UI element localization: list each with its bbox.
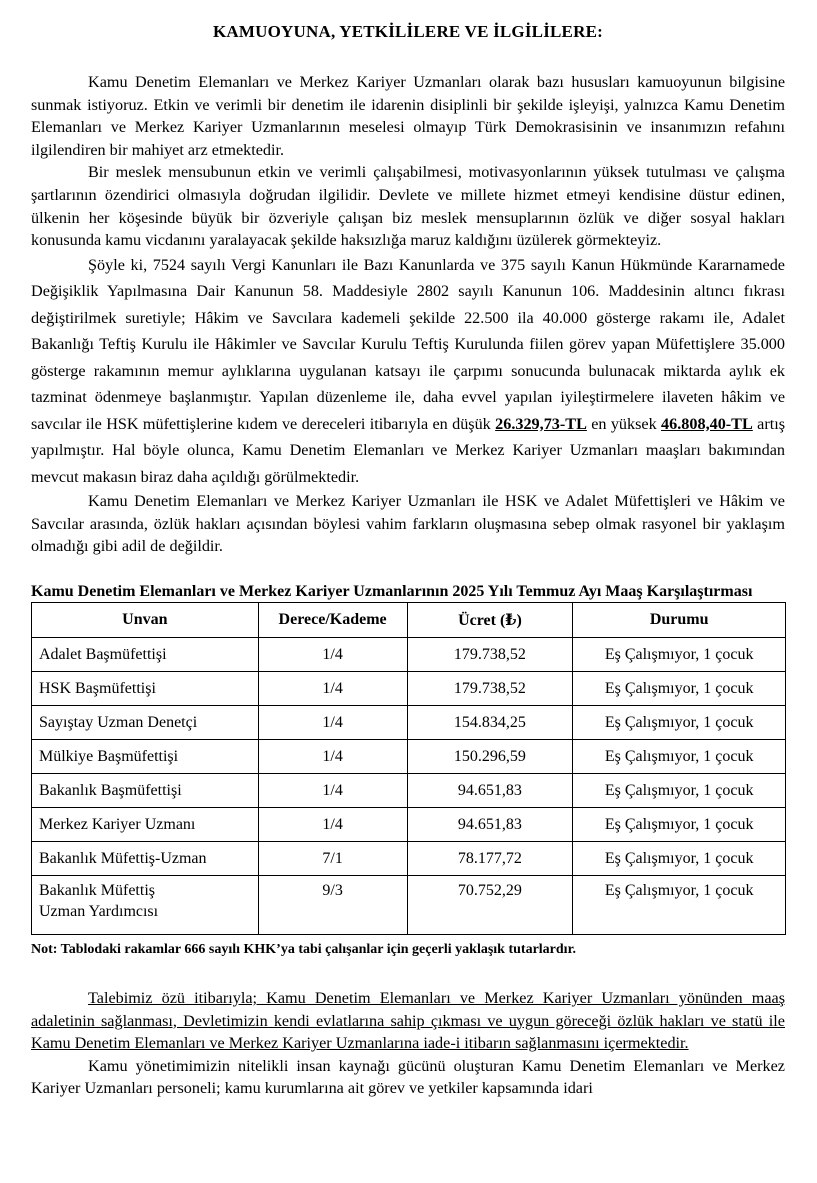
cell-title: HSK Başmüfettişi xyxy=(32,672,259,706)
legislation-text-c: artış yapılmıştır. Hal böyle olunca, Kamu Denetim Elemanları ve Merkez Kariyer Uzmanları maaşları bakımından mevcut makasın biraz daha açıldığı görülmektedir. xyxy=(31,414,786,486)
cell-grade: 1/4 xyxy=(258,774,407,808)
cell-status: Eş Çalışmıyor, 1 çocuk xyxy=(573,842,786,876)
cell-status: Eş Çalışmıyor, 1 çocuk xyxy=(573,672,786,706)
cell-salary: 150.296,59 xyxy=(407,740,573,774)
cell-status: Eş Çalışmıyor, 1 çocuk xyxy=(573,876,786,935)
paragraph-closing: Kamu yönetimimizin nitelikli insan kaynağı gücünü oluşturan Kamu Denetim Elemanları ve Merkez Kariyer Uzmanları personeli; kamu kurumlarına ait görev ve yetkiler kapsamında idari xyxy=(31,1056,785,1098)
cell-status: Eş Çalışmıyor, 1 çocuk xyxy=(573,638,786,672)
table-note: Not: Tablodaki rakamlar 666 sayılı KHK’ya tabi çalışanlar için geçerli yaklaşık tutarlardır. xyxy=(31,942,576,958)
cell-salary: 94.651,83 xyxy=(407,774,573,808)
cell-grade: 9/3 xyxy=(258,876,407,935)
cell-title: Mülkiye Başmüfettişi xyxy=(32,740,259,774)
table-row xyxy=(32,672,786,706)
cell-title: Merkez Kariyer Uzmanı xyxy=(32,808,259,842)
cell-salary: 70.752,29 xyxy=(407,876,573,935)
cell-salary: 179.738,52 xyxy=(407,672,573,706)
table-title: Kamu Denetim Elemanları ve Merkez Kariyer Uzmanlarının 2025 Yılı Temmuz Ayı Maaş Karşılaştırması xyxy=(31,583,753,601)
paragraph-fairness: Kamu Denetim Elemanları ve Merkez Kariyer Uzmanları ile HSK ve Adalet Müfettişleri ve Hâkim ve Savcılar arasında, özlük hakları açısından böylesi vahim farkların oluşmasına sebep olmak rasyonel bir yaklaşım olmadığı gibi adil de değildir. xyxy=(31,492,785,556)
amount-lowest: 26.329,73-TL xyxy=(495,414,587,433)
cell-grade: 1/4 xyxy=(258,706,407,740)
table-row xyxy=(32,876,786,935)
cell-grade: 7/1 xyxy=(258,842,407,876)
header-grade: Derece/Kademe xyxy=(258,603,407,638)
legislation-text-a: Şöyle ki, 7524 sayılı Vergi Kanunları ile Bazı Kanunlarda ve 375 sayılı Kanun Hükmünde Kararnamede Değişiklik Yapılmasına Dair Kanunun 58. Maddesiyle 2802 sayılı Kanunun 106. Maddesinin altıncı fıkrası değiştirilmek suretiyle; Hâkim ve Savcılara kademeli şekilde 22.500 ila 40.000 gösterge rakamı ile, Adalet Bakanlığı Teftiş Kurulu ile Hâkimler ve Savcılar Kurulu Teftiş Kurulunda fiilen görev yapan Müfettişlere 35.000 gösterge rakamının memur aylıklarına uygulanan katsayı ile çarpımı sonucunda bulunacak miktarda aylık ek tazminat ödenmeye başlanmıştır. Yapılan düzenleme ile, daha evvel yapılan iyileştirmelere ilaveten hâkim ve savcılar ile HSK müfettişlerine kıdem ve dereceleri itibarıyla en düşük xyxy=(31,255,785,433)
cell-grade: 1/4 xyxy=(258,740,407,774)
cell-title: Adalet Başmüfettişi xyxy=(32,638,259,672)
cell-salary: 94.651,83 xyxy=(407,808,573,842)
cell-title-line1: Bakanlık Müfettiş xyxy=(39,882,155,900)
table-row xyxy=(32,774,786,808)
cell-grade: 1/4 xyxy=(258,672,407,706)
cell-grade: 1/4 xyxy=(258,808,407,842)
table-row xyxy=(32,706,786,740)
page-title: KAMUOYUNA, YETKİLİLERE VE İLGİLİLERE: xyxy=(213,22,603,41)
cell-title: Bakanlık Başmüfettişi xyxy=(32,774,259,808)
cell-grade: 1/4 xyxy=(258,638,407,672)
legislation-text-b: en yüksek xyxy=(591,414,657,433)
table-row xyxy=(32,740,786,774)
cell-status: Eş Çalışmıyor, 1 çocuk xyxy=(573,774,786,808)
paragraph-demand: Talebimiz özü itibarıyla; Kamu Denetim Elemanları ve Merkez Kariyer Uzmanları yönünden maaş adaletinin sağlanması, Devletimizin kendi evlatlarına sahip çıkması ve uygun göreceği özlük hakları ve statü ile Kamu Denetim Elemanları ve Merkez Kariyer Uzmanlarına iade-i itibarın sağlanmasını içermektedir. xyxy=(31,989,785,1053)
paragraph-motivation: Bir meslek mensubunun etkin ve verimli çalışabilmesi, motivasyonlarının yüksek tutulması ve çalışma şartlarının özendirici olmasıyla doğrudan ilgilidir. Devlete ve millete hizmet etmeyi kendisine düstur edinen, ülkenin her köşesinde büyük bir özveriyle çalışan biz meslek mensuplarının özlük ve diğer sosyal hakları konusunda kamu vicdanını yaralayacak şekilde haksızlığa maruz kaldığını üzülerek görmekteyiz. xyxy=(31,163,785,250)
salary-comparison-table xyxy=(31,602,786,935)
cell-title: Sayıştay Uzman Denetçi xyxy=(32,706,259,740)
cell-salary: 154.834,25 xyxy=(407,706,573,740)
cell-salary: 78.177,72 xyxy=(407,842,573,876)
cell-status: Eş Çalışmıyor, 1 çocuk xyxy=(573,706,786,740)
table-header-row xyxy=(32,603,786,638)
header-salary: Ücret (₺) xyxy=(407,603,573,638)
header-status: Durumu xyxy=(573,603,786,638)
cell-salary: 179.738,52 xyxy=(407,638,573,672)
header-title: Unvan xyxy=(32,603,259,638)
table-row xyxy=(32,842,786,876)
cell-status: Eş Çalışmıyor, 1 çocuk xyxy=(573,808,786,842)
amount-highest: 46.808,40-TL xyxy=(661,414,753,433)
paragraph-legislation xyxy=(31,252,785,491)
table-row xyxy=(32,638,786,672)
cell-title xyxy=(32,876,259,935)
cell-title-line2: Uzman Yardımcısı xyxy=(39,903,159,921)
paragraph-intro: Kamu Denetim Elemanları ve Merkez Kariyer Uzmanları olarak bazı hususları kamuoyunun bilgisine sunmak istiyoruz. Etkin ve verimli bir denetim ile idarenin disiplinli bir şekilde işleyişi, yalnızca Kamu Denetim Elemanları ve Merkez Kariyer Uzmanlarının meselesi olmayıp Türk Demokrasisinin ve insanımızın refahını ilgilendiren bir mahiyet arz etmektedir. xyxy=(31,73,785,159)
cell-title: Bakanlık Müfettiş-Uzman xyxy=(32,842,259,876)
cell-status: Eş Çalışmıyor, 1 çocuk xyxy=(573,740,786,774)
table-row xyxy=(32,808,786,842)
